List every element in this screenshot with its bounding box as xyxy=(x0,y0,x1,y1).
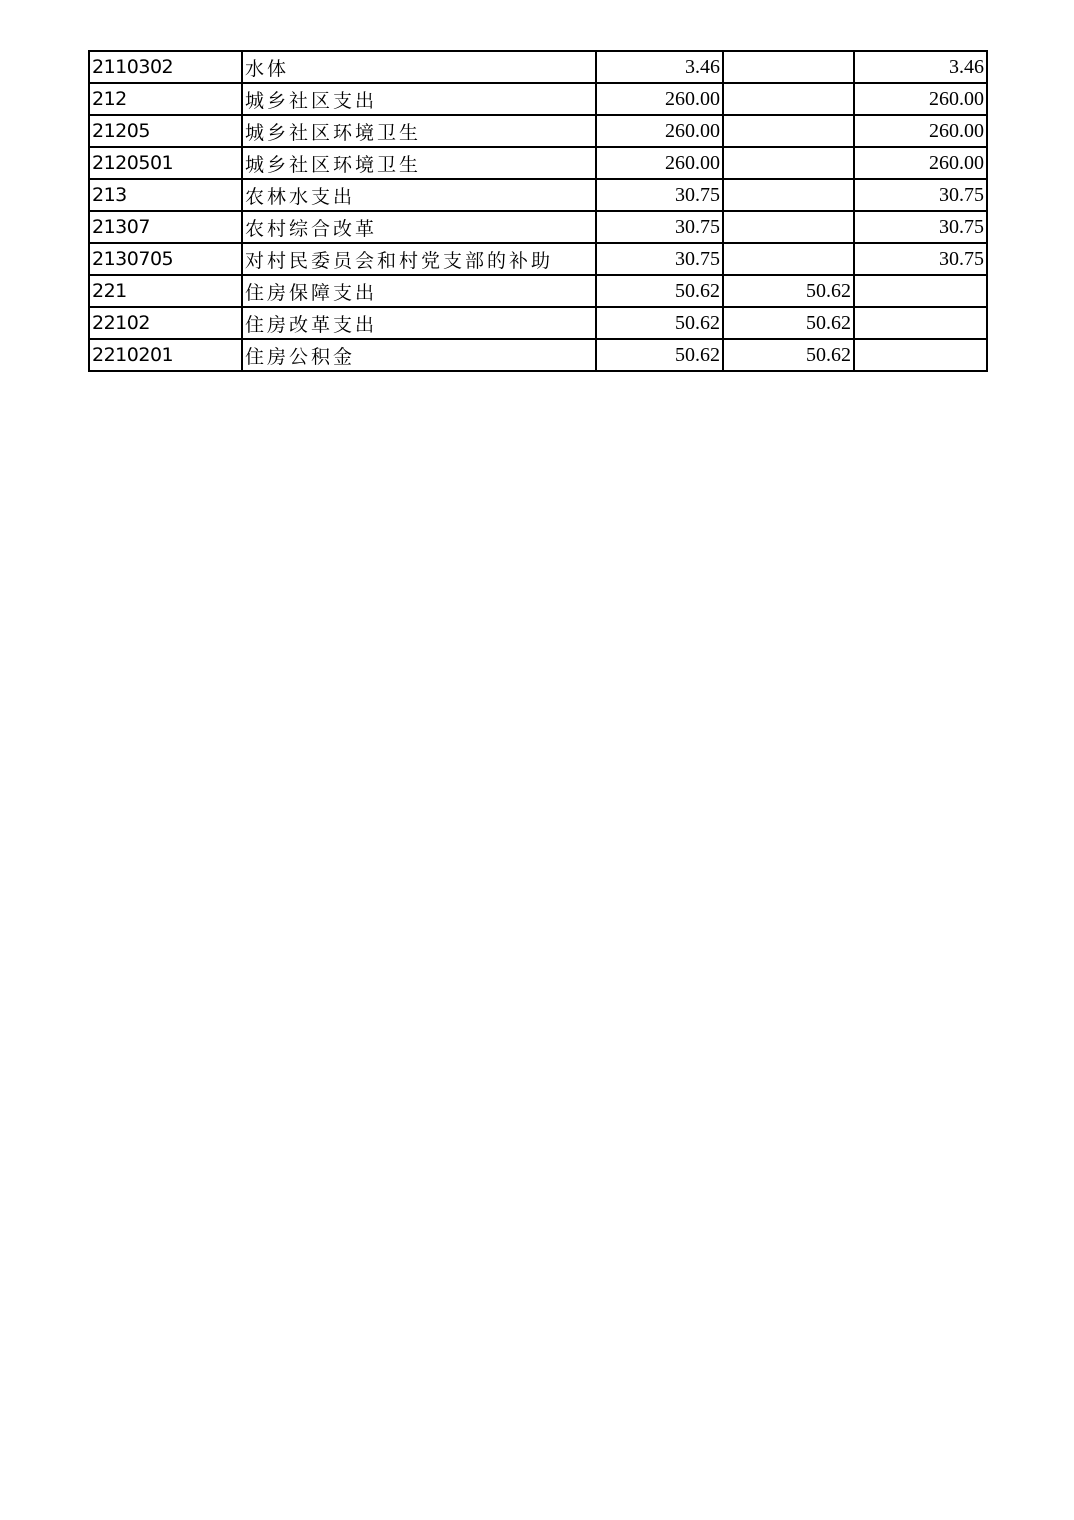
project-amount-cell: 30.75 xyxy=(854,179,987,211)
total-amount-cell: 260.00 xyxy=(596,147,723,179)
project-amount-cell: 260.00 xyxy=(854,115,987,147)
project-amount-cell: 260.00 xyxy=(854,147,987,179)
basic-amount-cell xyxy=(723,147,854,179)
basic-amount-cell xyxy=(723,83,854,115)
project-amount-cell: 30.75 xyxy=(854,211,987,243)
project-amount-cell xyxy=(854,307,987,339)
total-amount-cell: 260.00 xyxy=(596,115,723,147)
subject-code-cell: 2120501 xyxy=(89,147,242,179)
subject-name-cell: 水体 xyxy=(242,51,596,83)
subject-code-cell: 212 xyxy=(89,83,242,115)
total-amount-cell: 30.75 xyxy=(596,211,723,243)
expenditure-table xyxy=(88,50,988,372)
subject-name-cell: 住房公积金 xyxy=(242,339,596,371)
total-amount-cell: 30.75 xyxy=(596,243,723,275)
table-row xyxy=(89,179,987,211)
total-amount-cell: 50.62 xyxy=(596,339,723,371)
total-amount-cell: 50.62 xyxy=(596,307,723,339)
subject-code-cell: 21205 xyxy=(89,115,242,147)
subject-name-cell: 城乡社区支出 xyxy=(242,83,596,115)
table-row xyxy=(89,115,987,147)
table-row xyxy=(89,147,987,179)
subject-name-cell: 城乡社区环境卫生 xyxy=(242,115,596,147)
subject-name-cell: 住房改革支出 xyxy=(242,307,596,339)
basic-amount-cell xyxy=(723,243,854,275)
table-row xyxy=(89,83,987,115)
basic-amount-cell: 50.62 xyxy=(723,307,854,339)
table-row xyxy=(89,211,987,243)
project-amount-cell: 30.75 xyxy=(854,243,987,275)
project-amount-cell xyxy=(854,275,987,307)
total-amount-cell: 260.00 xyxy=(596,83,723,115)
subject-code-cell: 21307 xyxy=(89,211,242,243)
basic-amount-cell xyxy=(723,51,854,83)
table-row xyxy=(89,51,987,83)
total-amount-cell: 50.62 xyxy=(596,275,723,307)
subject-name-cell: 城乡社区环境卫生 xyxy=(242,147,596,179)
subject-name-cell: 住房保障支出 xyxy=(242,275,596,307)
table-row xyxy=(89,307,987,339)
subject-name-cell: 农林水支出 xyxy=(242,179,596,211)
subject-code-cell: 22102 xyxy=(89,307,242,339)
table-row xyxy=(89,275,987,307)
subject-code-cell: 2110302 xyxy=(89,51,242,83)
table-row xyxy=(89,339,987,371)
basic-amount-cell: 50.62 xyxy=(723,275,854,307)
project-amount-cell: 260.00 xyxy=(854,83,987,115)
table-row xyxy=(89,243,987,275)
subject-code-cell: 2210201 xyxy=(89,339,242,371)
subject-name-cell: 对村民委员会和村党支部的补助 xyxy=(242,243,596,275)
subject-code-cell: 221 xyxy=(89,275,242,307)
basic-amount-cell xyxy=(723,115,854,147)
total-amount-cell: 30.75 xyxy=(596,179,723,211)
basic-amount-cell xyxy=(723,179,854,211)
project-amount-cell xyxy=(854,339,987,371)
basic-amount-cell: 50.62 xyxy=(723,339,854,371)
subject-name-cell: 农村综合改革 xyxy=(242,211,596,243)
basic-amount-cell xyxy=(723,211,854,243)
subject-code-cell: 213 xyxy=(89,179,242,211)
subject-code-cell: 2130705 xyxy=(89,243,242,275)
project-amount-cell: 3.46 xyxy=(854,51,987,83)
total-amount-cell: 3.46 xyxy=(596,51,723,83)
